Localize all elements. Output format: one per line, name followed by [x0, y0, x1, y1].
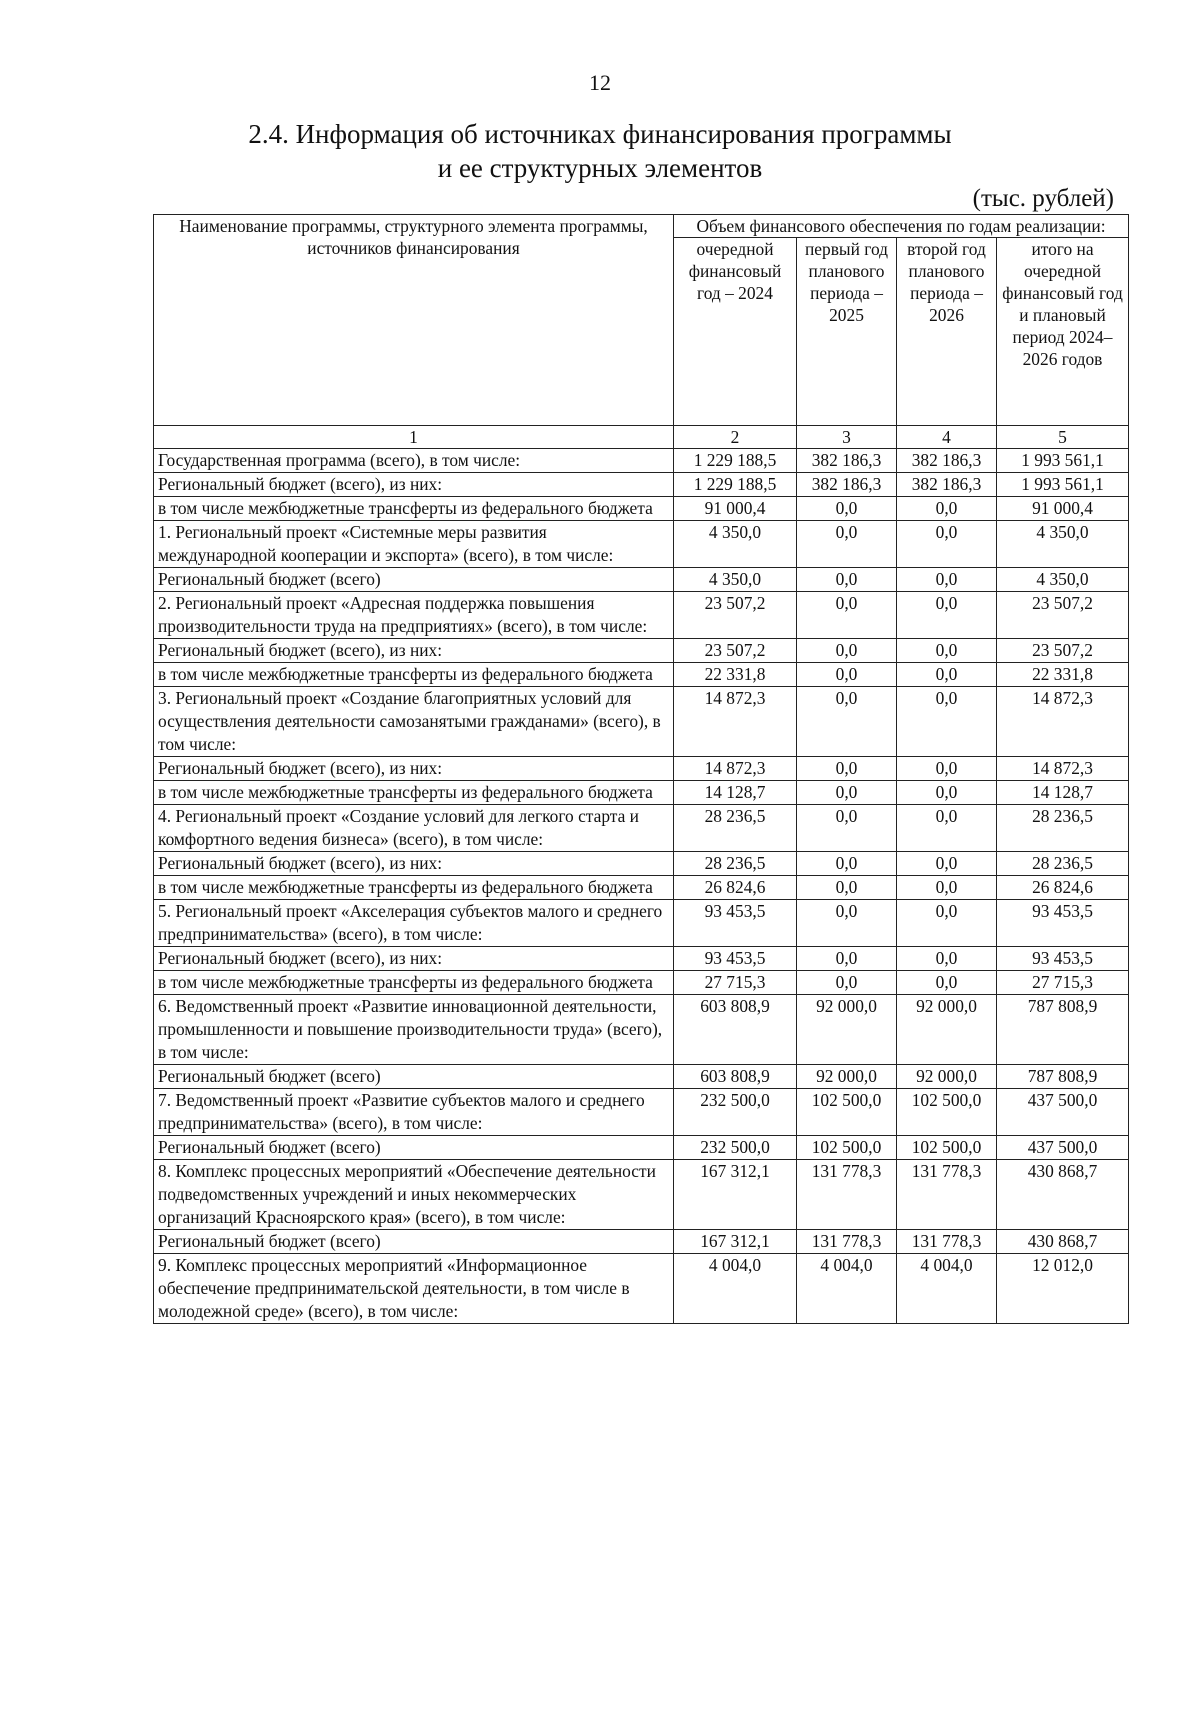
row-name-cell: 9. Комплекс процессных мероприятий «Информационное обеспечение предпринимательской деятельности, в том числе в молодежной среде» (всего), в том числе:	[154, 1254, 674, 1324]
row-name-cell: 2. Региональный проект «Адресная поддержка повышения производительности труда на предприятиях» (всего), в том числе:	[154, 592, 674, 639]
row-name-cell: 8. Комплекс процессных мероприятий «Обеспечение деятельности подведомственных учреждений и иных некоммерческих организаций Красноярского края» (всего), в том числе:	[154, 1160, 674, 1230]
table-row	[154, 1065, 1129, 1089]
value-total-cell: 93 453,5	[997, 900, 1129, 947]
header-volume-col: Объем финансового обеспечения по годам реализации:	[674, 215, 1129, 238]
value-2025-cell: 0,0	[797, 592, 897, 639]
value-2026-cell: 0,0	[897, 900, 997, 947]
value-total-cell: 787 808,9	[997, 1065, 1129, 1089]
value-2024-cell: 603 808,9	[674, 995, 797, 1065]
table-row	[154, 876, 1129, 900]
value-2026-cell: 0,0	[897, 592, 997, 639]
value-total-cell: 1 993 561,1	[997, 449, 1129, 473]
value-2025-cell: 0,0	[797, 687, 897, 757]
value-2026-cell: 0,0	[897, 568, 997, 592]
value-total-cell: 28 236,5	[997, 805, 1129, 852]
value-2024-cell: 93 453,5	[674, 947, 797, 971]
value-2025-cell: 382 186,3	[797, 473, 897, 497]
row-name-cell: Региональный бюджет (всего)	[154, 1065, 674, 1089]
table-row	[154, 805, 1129, 852]
value-total-cell: 28 236,5	[997, 852, 1129, 876]
value-2024-cell: 14 128,7	[674, 781, 797, 805]
value-2025-cell: 92 000,0	[797, 1065, 897, 1089]
value-2026-cell: 0,0	[897, 521, 997, 568]
header-name-col: Наименование программы, структурного элемента программы, источников финансирования	[154, 215, 674, 426]
row-name-cell: в том числе межбюджетные трансферты из федерального бюджета	[154, 971, 674, 995]
row-name-cell: 7. Ведомственный проект «Развитие субъектов малого и среднего предпринимательства» (всего), в том числе:	[154, 1089, 674, 1136]
table-row	[154, 639, 1129, 663]
value-2024-cell: 28 236,5	[674, 805, 797, 852]
table-row	[154, 1089, 1129, 1136]
page-number: 12	[589, 70, 611, 95]
table-row	[154, 521, 1129, 568]
header-year-2026: второй год планового периода – 2026	[897, 238, 997, 426]
value-2026-cell: 92 000,0	[897, 995, 997, 1065]
value-2024-cell: 4 350,0	[674, 568, 797, 592]
col-number: 1	[154, 426, 674, 449]
table-row	[154, 1136, 1129, 1160]
value-2026-cell: 0,0	[897, 497, 997, 521]
value-2024-cell: 167 312,1	[674, 1160, 797, 1230]
table-row	[154, 1230, 1129, 1254]
table-row	[154, 947, 1129, 971]
value-2025-cell: 0,0	[797, 876, 897, 900]
header-year-2024: очередной финансовый год – 2024	[674, 238, 797, 426]
value-2025-cell: 0,0	[797, 805, 897, 852]
value-2025-cell: 131 778,3	[797, 1160, 897, 1230]
row-name-cell: 6. Ведомственный проект «Развитие инновационной деятельности, промышленности и повышение производительности труда» (всего), в том числе:	[154, 995, 674, 1065]
value-total-cell: 23 507,2	[997, 639, 1129, 663]
header-row-1	[154, 215, 1129, 238]
value-total-cell: 1 993 561,1	[997, 473, 1129, 497]
value-2024-cell: 14 872,3	[674, 757, 797, 781]
value-2025-cell: 382 186,3	[797, 449, 897, 473]
value-2025-cell: 0,0	[797, 568, 897, 592]
value-total-cell: 430 868,7	[997, 1230, 1129, 1254]
value-2025-cell: 0,0	[797, 497, 897, 521]
units-label: (тыс. рублей)	[972, 185, 1114, 212]
row-name-cell: Региональный бюджет (всего), из них:	[154, 947, 674, 971]
table-row	[154, 852, 1129, 876]
value-2025-cell: 0,0	[797, 781, 897, 805]
value-2024-cell: 14 872,3	[674, 687, 797, 757]
value-total-cell: 430 868,7	[997, 1160, 1129, 1230]
title-line-1: 2.4. Информация об источниках финансирования программы	[248, 119, 952, 149]
row-name-cell: 1. Региональный проект «Системные меры развития международной кооперации и экспорта» (всего), в том числе:	[154, 521, 674, 568]
value-2026-cell: 0,0	[897, 805, 997, 852]
value-total-cell: 437 500,0	[997, 1089, 1129, 1136]
col-number: 3	[797, 426, 897, 449]
value-total-cell: 22 331,8	[997, 663, 1129, 687]
row-name-cell: Региональный бюджет (всего)	[154, 568, 674, 592]
table-row	[154, 568, 1129, 592]
row-name-cell: в том числе межбюджетные трансферты из федерального бюджета	[154, 876, 674, 900]
table-row	[154, 592, 1129, 639]
row-name-cell: Региональный бюджет (всего), из них:	[154, 757, 674, 781]
value-total-cell: 4 350,0	[997, 521, 1129, 568]
table-row	[154, 473, 1129, 497]
row-name-cell: 4. Региональный проект «Создание условий для легкого старта и комфортного ведения бизнеса» (всего), в том числе:	[154, 805, 674, 852]
value-2026-cell: 382 186,3	[897, 449, 997, 473]
table-row	[154, 757, 1129, 781]
value-total-cell: 23 507,2	[997, 592, 1129, 639]
table-row	[154, 995, 1129, 1065]
value-2025-cell: 102 500,0	[797, 1136, 897, 1160]
value-2025-cell: 0,0	[797, 900, 897, 947]
value-2026-cell: 92 000,0	[897, 1065, 997, 1089]
value-2026-cell: 0,0	[897, 781, 997, 805]
value-2024-cell: 603 808,9	[674, 1065, 797, 1089]
title-line-2: и ее структурных элементов	[437, 153, 763, 183]
value-2026-cell: 0,0	[897, 876, 997, 900]
col-number: 5	[997, 426, 1129, 449]
value-total-cell: 787 808,9	[997, 995, 1129, 1065]
table-row	[154, 781, 1129, 805]
row-name-cell: 3. Региональный проект «Создание благоприятных условий для осуществления деятельности самозанятыми гражданами» (всего), в том числе:	[154, 687, 674, 757]
table-row	[154, 971, 1129, 995]
value-2026-cell: 0,0	[897, 757, 997, 781]
value-2024-cell: 91 000,4	[674, 497, 797, 521]
value-2025-cell: 0,0	[797, 663, 897, 687]
value-total-cell: 14 872,3	[997, 687, 1129, 757]
value-2025-cell: 0,0	[797, 757, 897, 781]
value-2024-cell: 22 331,8	[674, 663, 797, 687]
financing-table	[153, 214, 1129, 1324]
value-total-cell: 93 453,5	[997, 947, 1129, 971]
section-title	[0, 117, 1200, 185]
col-number: 4	[897, 426, 997, 449]
value-2024-cell: 28 236,5	[674, 852, 797, 876]
value-total-cell: 14 128,7	[997, 781, 1129, 805]
value-2025-cell: 0,0	[797, 521, 897, 568]
value-2024-cell: 167 312,1	[674, 1230, 797, 1254]
value-2024-cell: 4 350,0	[674, 521, 797, 568]
header-year-2025: первый год планового периода – 2025	[797, 238, 897, 426]
value-2026-cell: 0,0	[897, 947, 997, 971]
table-row	[154, 497, 1129, 521]
value-2026-cell: 382 186,3	[897, 473, 997, 497]
table-row	[154, 449, 1129, 473]
value-2026-cell: 102 500,0	[897, 1136, 997, 1160]
row-name-cell: Региональный бюджет (всего), из них:	[154, 852, 674, 876]
value-2025-cell: 92 000,0	[797, 995, 897, 1065]
value-2026-cell: 0,0	[897, 639, 997, 663]
row-name-cell: Государственная программа (всего), в том числе:	[154, 449, 674, 473]
table-row	[154, 663, 1129, 687]
value-2025-cell: 102 500,0	[797, 1089, 897, 1136]
row-name-cell: в том числе межбюджетные трансферты из федерального бюджета	[154, 781, 674, 805]
value-2026-cell: 102 500,0	[897, 1089, 997, 1136]
row-name-cell: Региональный бюджет (всего), из них:	[154, 473, 674, 497]
value-2024-cell: 232 500,0	[674, 1089, 797, 1136]
value-2025-cell: 0,0	[797, 947, 897, 971]
row-name-cell: в том числе межбюджетные трансферты из федерального бюджета	[154, 663, 674, 687]
table-row	[154, 687, 1129, 757]
value-2024-cell: 232 500,0	[674, 1136, 797, 1160]
value-2026-cell: 0,0	[897, 687, 997, 757]
row-name-cell: Региональный бюджет (всего)	[154, 1136, 674, 1160]
value-2026-cell: 131 778,3	[897, 1160, 997, 1230]
value-2024-cell: 93 453,5	[674, 900, 797, 947]
value-total-cell: 14 872,3	[997, 757, 1129, 781]
col-number: 2	[674, 426, 797, 449]
value-2024-cell: 23 507,2	[674, 639, 797, 663]
row-name-cell: Региональный бюджет (всего), из них:	[154, 639, 674, 663]
value-total-cell: 12 012,0	[997, 1254, 1129, 1324]
table-row	[154, 1160, 1129, 1230]
value-2025-cell: 0,0	[797, 971, 897, 995]
row-name-cell: Региональный бюджет (всего)	[154, 1230, 674, 1254]
header-total: итого на очередной финансовый год и плановый период 2024–2026 годов	[997, 238, 1129, 426]
column-number-row	[154, 426, 1129, 449]
value-2025-cell: 131 778,3	[797, 1230, 897, 1254]
value-2026-cell: 131 778,3	[897, 1230, 997, 1254]
value-2026-cell: 0,0	[897, 971, 997, 995]
table-row	[154, 1254, 1129, 1324]
value-total-cell: 91 000,4	[997, 497, 1129, 521]
row-name-cell: в том числе межбюджетные трансферты из федерального бюджета	[154, 497, 674, 521]
row-name-cell: 5. Региональный проект «Акселерация субъектов малого и среднего предпринимательства» (всего), в том числе:	[154, 900, 674, 947]
value-2024-cell: 4 004,0	[674, 1254, 797, 1324]
value-2026-cell: 0,0	[897, 852, 997, 876]
table-row	[154, 900, 1129, 947]
value-total-cell: 27 715,3	[997, 971, 1129, 995]
value-2026-cell: 0,0	[897, 663, 997, 687]
value-total-cell: 26 824,6	[997, 876, 1129, 900]
value-2024-cell: 1 229 188,5	[674, 449, 797, 473]
value-2024-cell: 23 507,2	[674, 592, 797, 639]
value-2024-cell: 26 824,6	[674, 876, 797, 900]
value-2024-cell: 27 715,3	[674, 971, 797, 995]
value-2024-cell: 1 229 188,5	[674, 473, 797, 497]
value-2025-cell: 0,0	[797, 852, 897, 876]
value-2025-cell: 0,0	[797, 639, 897, 663]
value-total-cell: 437 500,0	[997, 1136, 1129, 1160]
value-2025-cell: 4 004,0	[797, 1254, 897, 1324]
value-2026-cell: 4 004,0	[897, 1254, 997, 1324]
value-total-cell: 4 350,0	[997, 568, 1129, 592]
